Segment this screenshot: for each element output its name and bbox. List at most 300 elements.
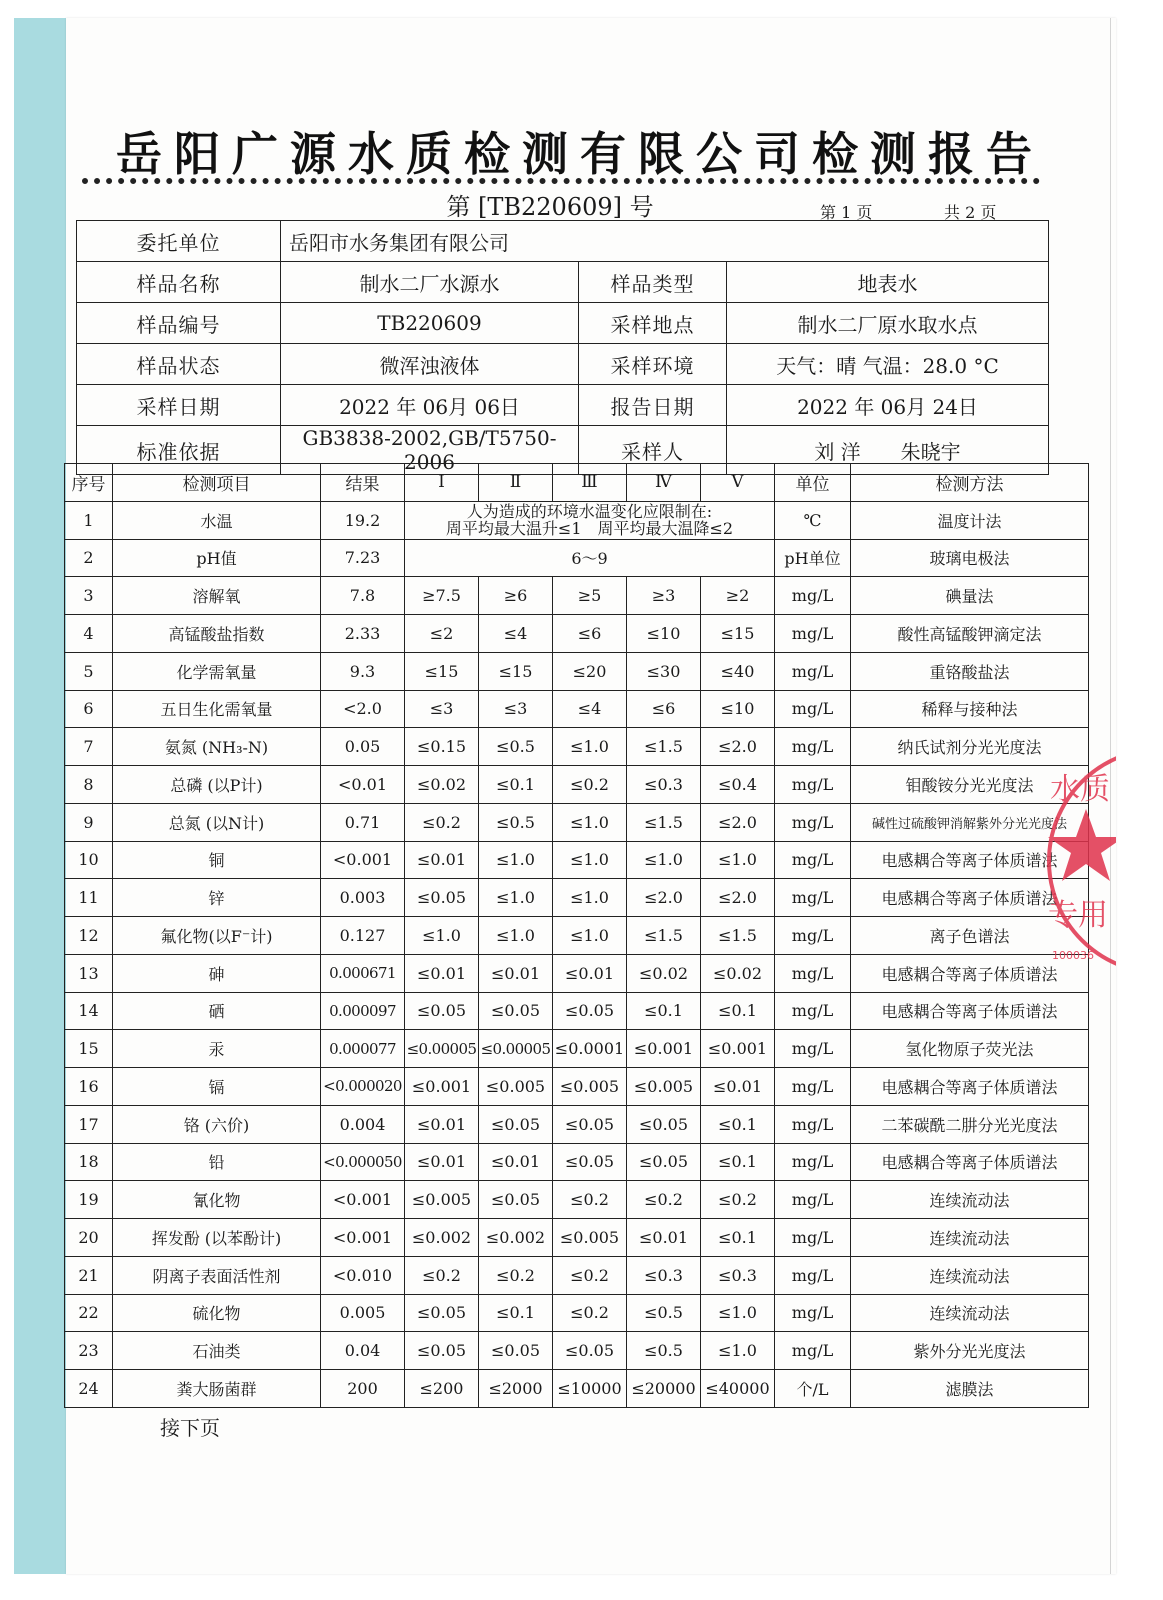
unit: mg/L [775, 1143, 851, 1181]
unit: mg/L [775, 917, 851, 955]
temperature-note-line-1: 人为造成的环境水温变化应限制在: [466, 502, 713, 522]
class-2-limit: ≤0.005 [479, 1068, 553, 1106]
class-5-limit: ≤0.02 [701, 954, 775, 992]
unit: mg/L [775, 1068, 851, 1106]
class-4-limit: ≤1.5 [627, 803, 701, 841]
page-total: 共 2 页 [944, 203, 997, 222]
class-2-limit: ≤1.0 [479, 879, 553, 917]
test-item: 氨氮 (NH₃-N) [113, 728, 321, 766]
class-4-limit: ≤0.2 [627, 1181, 701, 1219]
table-row [65, 954, 1089, 992]
unit: mg/L [775, 841, 851, 879]
row-number: 17 [65, 1105, 113, 1143]
class-2-limit: ≤0.05 [479, 1332, 553, 1370]
class-5-limit: ≤0.1 [701, 1219, 775, 1257]
test-method: 连续流动法 [851, 1256, 1089, 1294]
row-number: 21 [65, 1256, 113, 1294]
class-1-limit: ≤0.2 [405, 803, 479, 841]
class-5-limit: ≤1.5 [701, 917, 775, 955]
unit: mg/L [775, 1256, 851, 1294]
row-number: 6 [65, 690, 113, 728]
report-number: 第 [TB220609] 号 [446, 193, 654, 221]
unit: mg/L [775, 1294, 851, 1332]
unit: mg/L [775, 879, 851, 917]
test-item: 汞 [113, 1030, 321, 1068]
class-4-limit: ≤0.001 [627, 1030, 701, 1068]
sample-type-value: 地表水 [727, 262, 1049, 303]
unit: ℃ [775, 501, 851, 539]
class-5-limit: ≤15 [701, 615, 775, 653]
row-number: 15 [65, 1030, 113, 1068]
official-seal [1046, 745, 1116, 977]
class-1-limit: ≤0.15 [405, 728, 479, 766]
class-3-limit: ≤1.0 [553, 728, 627, 766]
unit: 个/L [775, 1370, 851, 1408]
test-result: 0.003 [321, 879, 405, 917]
test-method: 酸性高锰酸钾滴定法 [851, 615, 1089, 653]
class-1-limit: ≤0.01 [405, 954, 479, 992]
class-1-limit: ≤0.001 [405, 1068, 479, 1106]
class-3-limit: ≤1.0 [553, 879, 627, 917]
info-row-sample-name [77, 262, 1049, 303]
class-5-limit: ≤2.0 [701, 879, 775, 917]
class-1-limit: ≤0.01 [405, 841, 479, 879]
row-number: 23 [65, 1332, 113, 1370]
class-4-limit: ≤0.1 [627, 992, 701, 1030]
test-item: 水温 [113, 501, 321, 539]
table-row [65, 803, 1089, 841]
table-row [65, 917, 1089, 955]
seal-code: 100036 [1052, 949, 1094, 962]
report-title: 岳阳广源水质检测有限公司检测报告 [116, 127, 1044, 181]
row-number: 10 [65, 841, 113, 879]
class-3-limit: ≤0.2 [553, 1294, 627, 1332]
class-3-limit: ≤0.01 [553, 954, 627, 992]
test-item: 溶解氧 [113, 577, 321, 615]
test-item: 化学需氧量 [113, 652, 321, 690]
sample-id-label: 样品编号 [77, 303, 281, 344]
class-4-limit: ≤0.005 [627, 1068, 701, 1106]
class-4-limit: ≤0.05 [627, 1143, 701, 1181]
sample-name-value: 制水二厂水源水 [281, 262, 579, 303]
col-unit-header: 单位 [775, 464, 851, 502]
table-row [65, 1256, 1089, 1294]
test-item: 高锰酸盐指数 [113, 615, 321, 653]
test-result: 19.2 [321, 501, 405, 539]
row-number: 9 [65, 803, 113, 841]
class-2-limit: ≤0.2 [479, 1256, 553, 1294]
test-result: <2.0 [321, 690, 405, 728]
class-2-limit: ≤0.05 [479, 992, 553, 1030]
class-3-limit: ≤0.005 [553, 1219, 627, 1257]
class-4-limit: ≥3 [627, 577, 701, 615]
class-5-limit: ≤1.0 [701, 1294, 775, 1332]
class-4-limit: ≤30 [627, 652, 701, 690]
class-1-limit: ≤0.2 [405, 1256, 479, 1294]
test-result: 0.004 [321, 1105, 405, 1143]
table-row [65, 1143, 1089, 1181]
table-row [65, 1370, 1089, 1408]
class-2-limit: ≤15 [479, 652, 553, 690]
sample-type-label: 样品类型 [579, 262, 727, 303]
row-number: 24 [65, 1370, 113, 1408]
test-item: 锌 [113, 879, 321, 917]
scan-edge-strip [14, 18, 66, 1574]
row-number: 18 [65, 1143, 113, 1181]
test-item: 总磷 (以P计) [113, 766, 321, 804]
test-item: 氟化物(以F⁻计) [113, 917, 321, 955]
test-result: <0.000050 [321, 1143, 405, 1181]
unit: mg/L [775, 1219, 851, 1257]
test-item: pH值 [113, 539, 321, 577]
class-4-limit: ≤0.01 [627, 1219, 701, 1257]
test-method: 电感耦合等离子体质谱法 [851, 954, 1089, 992]
test-item: 砷 [113, 954, 321, 992]
class-3-limit: ≤10000 [553, 1370, 627, 1408]
table-row [65, 1068, 1089, 1106]
unit: mg/L [775, 577, 851, 615]
class-5-limit: ≤1.0 [701, 841, 775, 879]
unit: mg/L [775, 1181, 851, 1219]
class-3-limit: ≥5 [553, 577, 627, 615]
results-table [64, 463, 1089, 1408]
test-result: 7.23 [321, 539, 405, 577]
class-2-limit: ≤0.05 [479, 1181, 553, 1219]
class-5-limit: ≤40 [701, 652, 775, 690]
table-row [65, 577, 1089, 615]
class-3-limit: ≤0.2 [553, 1181, 627, 1219]
test-method: 电感耦合等离子体质谱法 [851, 1143, 1089, 1181]
class-1-limit: ≤0.00005 [405, 1030, 479, 1068]
test-result: <0.010 [321, 1256, 405, 1294]
class-5-limit: ≥2 [701, 577, 775, 615]
class-3-limit: ≤0.05 [553, 1143, 627, 1181]
test-result: 2.33 [321, 615, 405, 653]
unit: mg/L [775, 1105, 851, 1143]
page-current: 第 1 页 [820, 203, 873, 222]
state-label: 样品状态 [77, 344, 281, 385]
class-4-limit: ≤0.3 [627, 766, 701, 804]
test-result: <0.001 [321, 1219, 405, 1257]
sample-name-label: 样品名称 [77, 262, 281, 303]
class-5-limit: ≤1.0 [701, 1332, 775, 1370]
sampler-label: 采样人 [579, 426, 727, 475]
location-value: 制水二厂原水取水点 [727, 303, 1049, 344]
class-2-limit: ≤1.0 [479, 917, 553, 955]
unit: mg/L [775, 1030, 851, 1068]
unit: mg/L [775, 690, 851, 728]
class-3-limit: ≤0.05 [553, 1332, 627, 1370]
class-5-limit: ≤0.3 [701, 1256, 775, 1294]
class-3-limit: ≤1.0 [553, 803, 627, 841]
test-item: 石油类 [113, 1332, 321, 1370]
seal-text-top: 水质 [1050, 772, 1110, 807]
row-number: 7 [65, 728, 113, 766]
row-number: 22 [65, 1294, 113, 1332]
table-row [65, 539, 1089, 577]
class-3-limit: ≤0.05 [553, 992, 627, 1030]
class-5-limit: ≤40000 [701, 1370, 775, 1408]
row-number: 3 [65, 577, 113, 615]
class-1-limit: ≤0.05 [405, 992, 479, 1030]
col-item-header: 检测项目 [113, 464, 321, 502]
col-class-5-header: Ⅴ [701, 464, 775, 502]
test-item: 阴离子表面活性剂 [113, 1256, 321, 1294]
test-method: 离子色谱法 [851, 917, 1089, 955]
test-method: 纳氏试剂分光光度法 [851, 728, 1089, 766]
dotted-divider [82, 178, 1040, 184]
table-row [65, 1105, 1089, 1143]
class-4-limit: ≤1.0 [627, 841, 701, 879]
test-item: 总氮 (以N计) [113, 803, 321, 841]
results-header-row [65, 464, 1089, 502]
test-method: 二苯碳酰二肼分光光度法 [851, 1105, 1089, 1143]
test-result: 9.3 [321, 652, 405, 690]
standard-label: 标准依据 [77, 426, 281, 475]
test-item: 挥发酚 (以苯酚计) [113, 1219, 321, 1257]
test-method: 钼酸铵分光光度法 [851, 766, 1089, 804]
class-1-limit: ≤3 [405, 690, 479, 728]
test-result: <0.001 [321, 1181, 405, 1219]
test-method: 连续流动法 [851, 1219, 1089, 1257]
class-2-limit: ≤0.002 [479, 1219, 553, 1257]
class-1-limit: ≤0.05 [405, 1332, 479, 1370]
class-1-limit: ≤0.002 [405, 1219, 479, 1257]
row-number: 12 [65, 917, 113, 955]
unit: pH单位 [775, 539, 851, 577]
row-number: 14 [65, 992, 113, 1030]
class-3-limit: ≤4 [553, 690, 627, 728]
row-number: 11 [65, 879, 113, 917]
class-5-limit: ≤2.0 [701, 803, 775, 841]
table-row [65, 841, 1089, 879]
env-value: 天气：晴 气温：28.0 °C [727, 344, 1049, 385]
class-1-limit: ≤0.01 [405, 1105, 479, 1143]
continued-note: 接下页 [160, 1416, 220, 1440]
test-result: 0.005 [321, 1294, 405, 1332]
class-4-limit: ≤0.5 [627, 1332, 701, 1370]
test-item: 硫化物 [113, 1294, 321, 1332]
seal-graphic [1048, 749, 1116, 973]
class-1-limit: ≤15 [405, 652, 479, 690]
class-5-limit: ≤10 [701, 690, 775, 728]
row-number: 19 [65, 1181, 113, 1219]
test-method: 电感耦合等离子体质谱法 [851, 879, 1089, 917]
test-result: <0.000020 [321, 1068, 405, 1106]
class-1-limit: ≤200 [405, 1370, 479, 1408]
test-method: 滤膜法 [851, 1370, 1089, 1408]
test-method: 氢化物原子荧光法 [851, 1030, 1089, 1068]
test-item: 铬 (六价) [113, 1105, 321, 1143]
test-result: 0.000097 [321, 992, 405, 1030]
client-label: 委托单位 [77, 221, 281, 262]
class-5-limit: ≤0.2 [701, 1181, 775, 1219]
test-item: 硒 [113, 992, 321, 1030]
class-5-limit: ≤2.0 [701, 728, 775, 766]
table-row [65, 1030, 1089, 1068]
class-2-limit: ≤4 [479, 615, 553, 653]
class-3-limit: ≤0.0001 [553, 1030, 627, 1068]
test-item: 铜 [113, 841, 321, 879]
class-1-limit: ≥7.5 [405, 577, 479, 615]
class-4-limit: ≤0.05 [627, 1105, 701, 1143]
table-row [65, 992, 1089, 1030]
test-method: 连续流动法 [851, 1181, 1089, 1219]
info-row-client [77, 221, 1049, 262]
test-method: 电感耦合等离子体质谱法 [851, 992, 1089, 1030]
row-number: 5 [65, 652, 113, 690]
class-3-limit: ≤0.2 [553, 1256, 627, 1294]
table-row [65, 501, 1089, 539]
table-row [65, 690, 1089, 728]
test-item: 镉 [113, 1068, 321, 1106]
unit: mg/L [775, 728, 851, 766]
class-4-limit: ≤20000 [627, 1370, 701, 1408]
table-row [65, 879, 1089, 917]
class-2-limit: ≤1.0 [479, 841, 553, 879]
unit: mg/L [775, 615, 851, 653]
class-5-limit: ≤0.1 [701, 1143, 775, 1181]
table-row [65, 1181, 1089, 1219]
col-class-3-header: Ⅲ [553, 464, 627, 502]
test-result: 7.8 [321, 577, 405, 615]
test-method: 玻璃电极法 [851, 539, 1089, 577]
row-number: 20 [65, 1219, 113, 1257]
class-5-limit: ≤0.001 [701, 1030, 775, 1068]
class-4-limit: ≤1.5 [627, 917, 701, 955]
class-4-limit: ≤0.3 [627, 1256, 701, 1294]
row-number: 2 [65, 539, 113, 577]
class-3-limit: ≤1.0 [553, 841, 627, 879]
table-row [65, 1219, 1089, 1257]
class-2-limit: ≤0.01 [479, 954, 553, 992]
class-2-limit: ≤0.01 [479, 1143, 553, 1181]
unit: mg/L [775, 992, 851, 1030]
test-result: 0.000671 [321, 954, 405, 992]
class-4-limit: ≤0.02 [627, 954, 701, 992]
row-number: 4 [65, 615, 113, 653]
test-method: 重铬酸盐法 [851, 652, 1089, 690]
class-4-limit: ≤0.5 [627, 1294, 701, 1332]
test-method: 连续流动法 [851, 1294, 1089, 1332]
test-result: <0.01 [321, 766, 405, 804]
test-item: 氰化物 [113, 1181, 321, 1219]
sampler-value: 刘 洋 朱晓宇 [727, 426, 1049, 475]
test-result: 0.05 [321, 728, 405, 766]
info-row-date [77, 385, 1049, 426]
standard-value: GB3838-2002,GB/T5750-2006 [281, 426, 579, 475]
class-3-limit: ≤0.05 [553, 1105, 627, 1143]
test-method: 碘量法 [851, 577, 1089, 615]
row-number: 8 [65, 766, 113, 804]
class-2-limit: ≥6 [479, 577, 553, 615]
class-1-limit: ≤0.05 [405, 1294, 479, 1332]
unit: mg/L [775, 652, 851, 690]
class-5-limit: ≤0.01 [701, 1068, 775, 1106]
class-4-limit: ≤1.5 [627, 728, 701, 766]
class-4-limit: ≤6 [627, 690, 701, 728]
test-item: 粪大肠菌群 [113, 1370, 321, 1408]
sample-info-table [76, 220, 1049, 475]
table-row [65, 766, 1089, 804]
test-result: <0.001 [321, 841, 405, 879]
row-number: 1 [65, 501, 113, 539]
table-row [65, 728, 1089, 766]
class-2-limit: ≤0.00005 [479, 1030, 553, 1068]
test-item: 五日生化需氧量 [113, 690, 321, 728]
report-date-label: 报告日期 [579, 385, 727, 426]
test-method: 温度计法 [851, 501, 1089, 539]
class-2-limit: ≤0.5 [479, 728, 553, 766]
table-row [65, 1294, 1089, 1332]
class-3-limit: ≤6 [553, 615, 627, 653]
class-2-limit: ≤2000 [479, 1370, 553, 1408]
class-5-limit: ≤0.1 [701, 992, 775, 1030]
unit: mg/L [775, 954, 851, 992]
col-class-1-header: Ⅰ [405, 464, 479, 502]
col-no-header: 序号 [65, 464, 113, 502]
temperature-limit-note [405, 501, 775, 539]
class-3-limit: ≤0.2 [553, 766, 627, 804]
col-class-4-header: Ⅳ [627, 464, 701, 502]
unit: mg/L [775, 1332, 851, 1370]
class-2-limit: ≤0.5 [479, 803, 553, 841]
row-number: 13 [65, 954, 113, 992]
date-value: 2022 年 06月 06日 [281, 385, 579, 426]
report-date-value: 2022 年 06月 24日 [727, 385, 1049, 426]
class-2-limit: ≤3 [479, 690, 553, 728]
row-number: 16 [65, 1068, 113, 1106]
info-row-sample-id [77, 303, 1049, 344]
class-2-limit: ≤0.1 [479, 1294, 553, 1332]
date-label: 采样日期 [77, 385, 281, 426]
test-method: 电感耦合等离子体质谱法 [851, 841, 1089, 879]
test-result: 200 [321, 1370, 405, 1408]
sample-id-value: TB220609 [281, 303, 579, 344]
table-row [65, 1332, 1089, 1370]
info-row-state [77, 344, 1049, 385]
temperature-note-line-2: 周平均最大温升≤1 周平均最大温降≤2 [445, 519, 734, 539]
seal-text-bottom: 专用 [1048, 898, 1108, 933]
test-method: 碱性过硫酸钾消解紫外分光光度法 [851, 803, 1089, 841]
class-2-limit: ≤0.1 [479, 766, 553, 804]
unit: mg/L [775, 803, 851, 841]
test-result: 0.71 [321, 803, 405, 841]
class-1-limit: ≤0.005 [405, 1181, 479, 1219]
env-label: 采样环境 [579, 344, 727, 385]
state-value: 微浑浊液体 [281, 344, 579, 385]
class-4-limit: ≤10 [627, 615, 701, 653]
col-class-2-header: Ⅱ [479, 464, 553, 502]
test-item: 铅 [113, 1143, 321, 1181]
class-1-limit: ≤0.01 [405, 1143, 479, 1181]
table-row [65, 615, 1089, 653]
table-row [65, 652, 1089, 690]
class-2-limit: ≤0.05 [479, 1105, 553, 1143]
class-3-limit: ≤0.005 [553, 1068, 627, 1106]
class-3-limit: ≤1.0 [553, 917, 627, 955]
location-label: 采样地点 [579, 303, 727, 344]
class-4-limit: ≤2.0 [627, 879, 701, 917]
class-5-limit: ≤0.1 [701, 1105, 775, 1143]
test-result: 0.127 [321, 917, 405, 955]
col-result-header: 结果 [321, 464, 405, 502]
class-1-limit: ≤0.05 [405, 879, 479, 917]
class-3-limit: ≤20 [553, 652, 627, 690]
class-1-limit: ≤1.0 [405, 917, 479, 955]
class-5-limit: ≤0.4 [701, 766, 775, 804]
test-result: 0.04 [321, 1332, 405, 1370]
